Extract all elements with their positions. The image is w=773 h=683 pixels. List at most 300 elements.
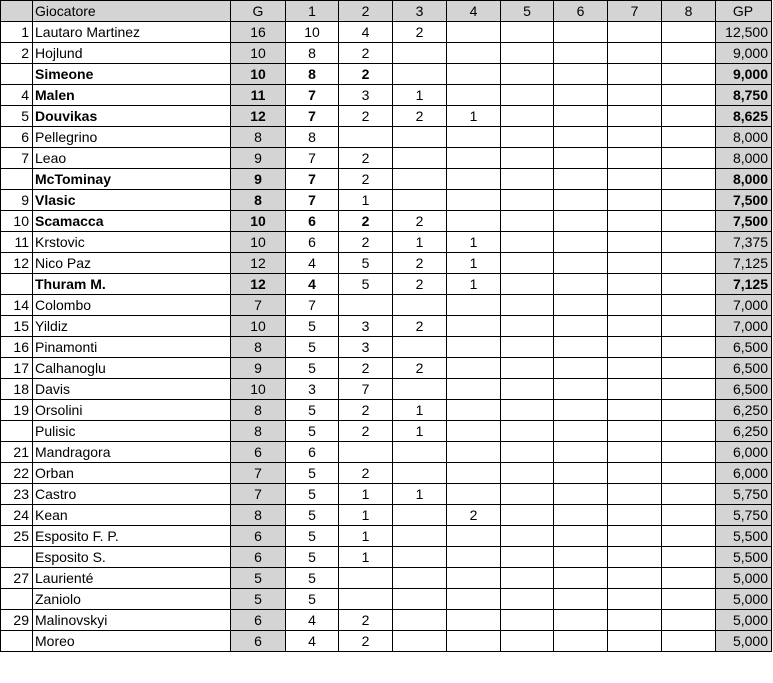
player-name-cell: Malen [33, 85, 231, 106]
score-cell-3 [393, 337, 447, 358]
score-cell-4 [447, 631, 501, 652]
score-cell-8 [662, 526, 716, 547]
rank-cell [1, 421, 33, 442]
score-cell-8 [662, 211, 716, 232]
score-cell-5 [501, 421, 554, 442]
score-cell-8 [662, 631, 716, 652]
score-cell-7 [608, 547, 662, 568]
score-cell-3 [393, 379, 447, 400]
g-cell: 9 [231, 169, 286, 190]
score-cell-5 [501, 610, 554, 631]
score-cell-3 [393, 127, 447, 148]
g-cell: 7 [231, 484, 286, 505]
player-name-cell: Castro [33, 484, 231, 505]
score-cell-1: 7 [286, 106, 339, 127]
rank-cell: 16 [1, 337, 33, 358]
score-cell-2 [339, 127, 393, 148]
g-cell: 10 [231, 43, 286, 64]
score-cell-8 [662, 169, 716, 190]
score-cell-5 [501, 442, 554, 463]
score-cell-8 [662, 610, 716, 631]
score-cell-4 [447, 442, 501, 463]
table-row [1, 421, 772, 442]
score-cell-6 [554, 400, 608, 421]
score-cell-4 [447, 463, 501, 484]
g-cell: 10 [231, 316, 286, 337]
score-cell-6 [554, 463, 608, 484]
score-cell-4 [447, 169, 501, 190]
rank-cell: 4 [1, 85, 33, 106]
score-cell-2: 2 [339, 463, 393, 484]
score-cell-7 [608, 463, 662, 484]
score-cell-3: 1 [393, 85, 447, 106]
gp-cell: 7,125 [716, 274, 772, 295]
score-cell-4 [447, 85, 501, 106]
score-cell-8 [662, 463, 716, 484]
score-cell-3 [393, 631, 447, 652]
header-col-1: 1 [286, 1, 339, 22]
g-cell: 7 [231, 463, 286, 484]
score-cell-8 [662, 253, 716, 274]
player-name-cell: Nico Paz [33, 253, 231, 274]
player-name-cell: McTominay [33, 169, 231, 190]
player-name-cell: Mandragora [33, 442, 231, 463]
score-cell-8 [662, 127, 716, 148]
rank-cell: 17 [1, 358, 33, 379]
table-row [1, 568, 772, 589]
score-cell-3 [393, 64, 447, 85]
header-col-8: 8 [662, 1, 716, 22]
score-cell-2: 7 [339, 379, 393, 400]
header-rank [1, 1, 33, 22]
score-cell-7 [608, 106, 662, 127]
score-cell-8 [662, 85, 716, 106]
score-cell-5 [501, 232, 554, 253]
score-cell-4 [447, 421, 501, 442]
g-cell: 5 [231, 568, 286, 589]
player-name-cell: Pellegrino [33, 127, 231, 148]
score-cell-5 [501, 379, 554, 400]
score-cell-6 [554, 85, 608, 106]
rank-cell: 23 [1, 484, 33, 505]
score-cell-7 [608, 232, 662, 253]
score-cell-8 [662, 148, 716, 169]
score-cell-3 [393, 547, 447, 568]
score-cell-4 [447, 148, 501, 169]
score-cell-8 [662, 358, 716, 379]
table-row [1, 22, 772, 43]
score-cell-6 [554, 547, 608, 568]
table-row [1, 379, 772, 400]
rank-cell [1, 589, 33, 610]
rank-cell: 11 [1, 232, 33, 253]
score-cell-3: 2 [393, 106, 447, 127]
score-cell-6 [554, 274, 608, 295]
score-cell-5 [501, 169, 554, 190]
rank-cell: 9 [1, 190, 33, 211]
score-cell-7 [608, 337, 662, 358]
gp-cell: 6,250 [716, 421, 772, 442]
score-cell-6 [554, 442, 608, 463]
score-cell-5 [501, 211, 554, 232]
score-cell-5 [501, 547, 554, 568]
table-row [1, 148, 772, 169]
rank-cell: 18 [1, 379, 33, 400]
table-row [1, 463, 772, 484]
header-col-3: 3 [393, 1, 447, 22]
table-row [1, 337, 772, 358]
score-cell-1: 8 [286, 43, 339, 64]
score-cell-3 [393, 190, 447, 211]
g-cell: 8 [231, 400, 286, 421]
table-row [1, 316, 772, 337]
score-cell-4 [447, 316, 501, 337]
score-cell-2: 2 [339, 169, 393, 190]
score-cell-6 [554, 589, 608, 610]
rank-cell [1, 547, 33, 568]
score-cell-7 [608, 253, 662, 274]
header-col-5: 5 [501, 1, 554, 22]
gp-cell: 8,000 [716, 169, 772, 190]
score-cell-1: 5 [286, 400, 339, 421]
player-name-cell: Malinovskyi [33, 610, 231, 631]
score-cell-7 [608, 421, 662, 442]
score-cell-2: 1 [339, 190, 393, 211]
score-cell-7 [608, 274, 662, 295]
g-cell: 12 [231, 253, 286, 274]
score-cell-5 [501, 295, 554, 316]
score-cell-1: 5 [286, 505, 339, 526]
score-cell-7 [608, 589, 662, 610]
score-cell-3 [393, 526, 447, 547]
g-cell: 8 [231, 337, 286, 358]
player-name-cell: Davis [33, 379, 231, 400]
g-cell: 6 [231, 547, 286, 568]
table-row [1, 85, 772, 106]
score-cell-1: 6 [286, 232, 339, 253]
score-cell-7 [608, 442, 662, 463]
g-cell: 6 [231, 631, 286, 652]
score-cell-7 [608, 190, 662, 211]
table-row [1, 295, 772, 316]
table-row [1, 64, 772, 85]
score-cell-2: 5 [339, 274, 393, 295]
score-cell-7 [608, 169, 662, 190]
score-cell-4: 1 [447, 274, 501, 295]
score-cell-6 [554, 484, 608, 505]
score-cell-6 [554, 169, 608, 190]
score-cell-1: 7 [286, 169, 339, 190]
score-cell-2: 2 [339, 358, 393, 379]
gp-cell: 6,000 [716, 442, 772, 463]
score-cell-6 [554, 568, 608, 589]
table-row [1, 442, 772, 463]
header-g: G [231, 1, 286, 22]
score-cell-2: 1 [339, 547, 393, 568]
g-cell: 11 [231, 85, 286, 106]
score-cell-7 [608, 211, 662, 232]
header-col-2: 2 [339, 1, 393, 22]
score-cell-3: 2 [393, 22, 447, 43]
score-cell-6 [554, 316, 608, 337]
score-cell-6 [554, 253, 608, 274]
rank-cell: 14 [1, 295, 33, 316]
score-cell-3 [393, 43, 447, 64]
g-cell: 8 [231, 505, 286, 526]
g-cell: 12 [231, 274, 286, 295]
score-cell-4 [447, 295, 501, 316]
gp-cell: 8,750 [716, 85, 772, 106]
score-cell-1: 5 [286, 421, 339, 442]
score-cell-1: 8 [286, 64, 339, 85]
score-cell-2: 3 [339, 85, 393, 106]
score-cell-6 [554, 610, 608, 631]
gp-cell: 9,000 [716, 43, 772, 64]
g-cell: 5 [231, 589, 286, 610]
gp-cell: 6,500 [716, 337, 772, 358]
table-row [1, 631, 772, 652]
rank-cell: 21 [1, 442, 33, 463]
score-cell-4 [447, 379, 501, 400]
score-cell-8 [662, 484, 716, 505]
score-cell-2: 2 [339, 400, 393, 421]
score-cell-8 [662, 22, 716, 43]
score-cell-4: 2 [447, 505, 501, 526]
player-name-cell: Douvikas [33, 106, 231, 127]
score-cell-1: 5 [286, 316, 339, 337]
score-cell-7 [608, 148, 662, 169]
table-row [1, 106, 772, 127]
score-cell-2: 1 [339, 505, 393, 526]
score-cell-3 [393, 589, 447, 610]
gp-cell: 8,000 [716, 127, 772, 148]
score-cell-4 [447, 337, 501, 358]
rank-cell [1, 631, 33, 652]
gp-cell: 7,125 [716, 253, 772, 274]
gp-cell: 8,000 [716, 148, 772, 169]
score-cell-8 [662, 64, 716, 85]
gp-cell: 5,750 [716, 505, 772, 526]
rank-cell: 6 [1, 127, 33, 148]
score-cell-3: 1 [393, 484, 447, 505]
score-cell-8 [662, 43, 716, 64]
score-cell-2 [339, 568, 393, 589]
score-cell-7 [608, 316, 662, 337]
header-col-7: 7 [608, 1, 662, 22]
score-cell-1: 7 [286, 148, 339, 169]
g-cell: 8 [231, 127, 286, 148]
score-cell-5 [501, 85, 554, 106]
score-cell-2: 3 [339, 337, 393, 358]
score-cell-8 [662, 274, 716, 295]
player-name-cell: Scamacca [33, 211, 231, 232]
score-cell-1: 5 [286, 463, 339, 484]
score-cell-1: 4 [286, 610, 339, 631]
score-cell-6 [554, 526, 608, 547]
header-col-6: 6 [554, 1, 608, 22]
gp-cell: 7,500 [716, 211, 772, 232]
score-cell-4 [447, 211, 501, 232]
score-cell-2: 4 [339, 22, 393, 43]
score-cell-1: 6 [286, 211, 339, 232]
score-cell-3 [393, 148, 447, 169]
score-cell-7 [608, 505, 662, 526]
score-cell-5 [501, 484, 554, 505]
rank-cell: 5 [1, 106, 33, 127]
table-row [1, 526, 772, 547]
gp-cell: 5,500 [716, 526, 772, 547]
score-cell-7 [608, 526, 662, 547]
score-cell-8 [662, 400, 716, 421]
score-cell-6 [554, 421, 608, 442]
score-cell-8 [662, 589, 716, 610]
table-row [1, 610, 772, 631]
gp-cell: 7,000 [716, 316, 772, 337]
score-cell-1: 7 [286, 85, 339, 106]
table-row [1, 43, 772, 64]
score-cell-2: 2 [339, 148, 393, 169]
score-cell-7 [608, 400, 662, 421]
player-name-cell: Pinamonti [33, 337, 231, 358]
score-cell-1: 5 [286, 589, 339, 610]
table-row [1, 484, 772, 505]
score-cell-1: 6 [286, 442, 339, 463]
score-cell-2 [339, 589, 393, 610]
header-player: Giocatore [33, 1, 231, 22]
score-cell-8 [662, 505, 716, 526]
rank-cell [1, 169, 33, 190]
g-cell: 10 [231, 211, 286, 232]
score-cell-2: 1 [339, 526, 393, 547]
player-name-cell: Vlasic [33, 190, 231, 211]
gp-cell: 6,250 [716, 400, 772, 421]
rank-cell: 24 [1, 505, 33, 526]
player-name-cell: Kean [33, 505, 231, 526]
score-cell-1: 5 [286, 337, 339, 358]
rank-cell: 1 [1, 22, 33, 43]
table-row [1, 400, 772, 421]
g-cell: 6 [231, 442, 286, 463]
g-cell: 10 [231, 232, 286, 253]
score-cell-2 [339, 442, 393, 463]
rank-cell: 15 [1, 316, 33, 337]
score-cell-1: 7 [286, 295, 339, 316]
score-cell-1: 5 [286, 484, 339, 505]
score-cell-8 [662, 337, 716, 358]
table-row [1, 358, 772, 379]
score-cell-5 [501, 43, 554, 64]
g-cell: 12 [231, 106, 286, 127]
score-cell-4 [447, 589, 501, 610]
g-cell: 6 [231, 610, 286, 631]
table-row [1, 127, 772, 148]
score-cell-1: 5 [286, 568, 339, 589]
rank-cell [1, 274, 33, 295]
score-cell-2: 2 [339, 631, 393, 652]
gp-cell: 6,000 [716, 463, 772, 484]
player-name-cell: Yildiz [33, 316, 231, 337]
table-row [1, 274, 772, 295]
score-cell-8 [662, 421, 716, 442]
player-name-cell: Esposito F. P. [33, 526, 231, 547]
g-cell: 10 [231, 379, 286, 400]
score-cell-1: 7 [286, 190, 339, 211]
score-cell-2: 2 [339, 211, 393, 232]
score-cell-3 [393, 295, 447, 316]
score-cell-2: 2 [339, 106, 393, 127]
gp-cell: 5,000 [716, 568, 772, 589]
gp-cell: 5,000 [716, 610, 772, 631]
score-cell-3 [393, 610, 447, 631]
g-cell: 9 [231, 148, 286, 169]
score-cell-4 [447, 358, 501, 379]
gp-cell: 5,000 [716, 631, 772, 652]
score-cell-7 [608, 484, 662, 505]
score-cell-6 [554, 190, 608, 211]
player-name-cell: Thuram M. [33, 274, 231, 295]
score-cell-5 [501, 274, 554, 295]
score-cell-1: 8 [286, 127, 339, 148]
gp-cell: 6,500 [716, 358, 772, 379]
rank-cell: 22 [1, 463, 33, 484]
table-row [1, 169, 772, 190]
score-cell-2: 1 [339, 484, 393, 505]
score-cell-6 [554, 22, 608, 43]
player-name-cell: Hojlund [33, 43, 231, 64]
score-cell-3 [393, 505, 447, 526]
score-cell-2 [339, 295, 393, 316]
gp-cell: 8,625 [716, 106, 772, 127]
gp-cell: 7,375 [716, 232, 772, 253]
score-cell-5 [501, 127, 554, 148]
score-cell-4 [447, 547, 501, 568]
score-cell-2: 2 [339, 421, 393, 442]
score-cell-3: 1 [393, 400, 447, 421]
table-row [1, 547, 772, 568]
rank-cell: 19 [1, 400, 33, 421]
score-cell-1: 3 [286, 379, 339, 400]
table-row [1, 253, 772, 274]
score-cell-7 [608, 85, 662, 106]
rank-cell [1, 64, 33, 85]
score-cell-8 [662, 547, 716, 568]
score-cell-7 [608, 295, 662, 316]
score-cell-8 [662, 232, 716, 253]
player-name-cell: Krstovic [33, 232, 231, 253]
score-cell-6 [554, 64, 608, 85]
table-row [1, 190, 772, 211]
score-cell-3: 2 [393, 358, 447, 379]
g-cell: 9 [231, 358, 286, 379]
score-cell-1: 10 [286, 22, 339, 43]
score-cell-1: 5 [286, 526, 339, 547]
score-cell-6 [554, 337, 608, 358]
gp-cell: 7,500 [716, 190, 772, 211]
score-cell-7 [608, 631, 662, 652]
score-cell-6 [554, 232, 608, 253]
gp-cell: 12,500 [716, 22, 772, 43]
score-cell-5 [501, 64, 554, 85]
score-cell-4 [447, 64, 501, 85]
rank-cell: 25 [1, 526, 33, 547]
score-cell-2: 2 [339, 64, 393, 85]
score-cell-3 [393, 568, 447, 589]
score-cell-3 [393, 463, 447, 484]
score-cell-8 [662, 316, 716, 337]
table-row [1, 505, 772, 526]
score-cell-8 [662, 568, 716, 589]
score-cell-6 [554, 631, 608, 652]
